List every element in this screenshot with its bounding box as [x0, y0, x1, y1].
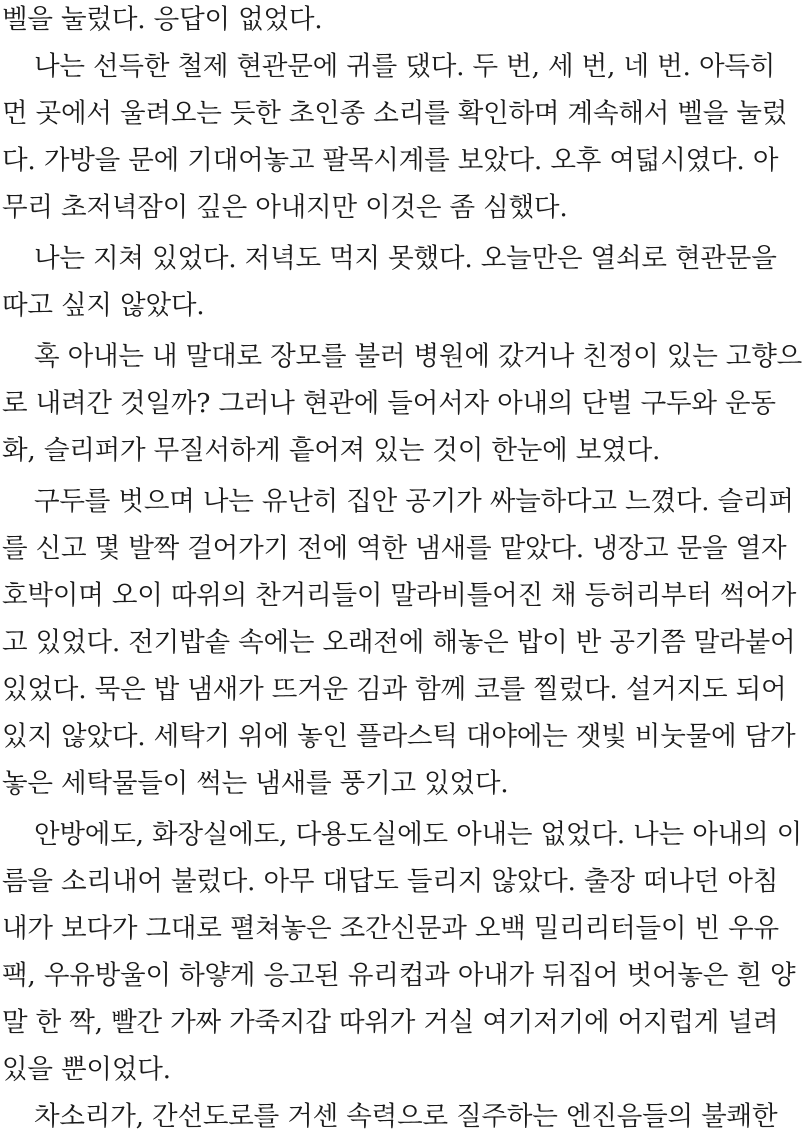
- text-line: 있지 않았다. 세탁기 위에 놓인 플라스틱 대야에는 잿빛 비눗물에 담가: [2, 721, 796, 752]
- text-line: 구두를 벗으며 나는 유난히 집안 공기가 싸늘하다고 느꼈다. 슬리퍼: [34, 486, 794, 517]
- text-line: 나는 선득한 철제 현관문에 귀를 댔다. 두 번, 세 번, 네 번. 아득히: [34, 51, 776, 82]
- text-line: 먼 곳에서 울려오는 듯한 초인종 소리를 확인하며 계속해서 벨을 눌렀: [2, 98, 788, 129]
- text-line: 팩, 우유방울이 하얗게 응고된 유리컵과 아내가 뒤집어 벗어놓은 흰 양: [2, 960, 796, 991]
- text-line: 고 있었다. 전기밥솥 속에는 오래전에 해놓은 밥이 반 공기쯤 말라붙어: [2, 627, 796, 658]
- text-line: 말 한 짝, 빨간 가짜 가죽지갑 따위가 거실 여기저기에 어지럽게 널려: [2, 1007, 779, 1038]
- text-line: 있을 뿐이었다.: [2, 1054, 171, 1085]
- text-line: 벨을 눌렀다. 응답이 없었다.: [2, 4, 323, 35]
- text-line: 혹 아내는 내 말대로 장모를 불러 병원에 갔거나 친정이 있는 고향으: [34, 341, 802, 372]
- text-line: 화, 슬리퍼가 무질서하게 흩어져 있는 것이 한눈에 보였다.: [2, 435, 661, 466]
- text-line: 호박이며 오이 따위의 찬거리들이 말라비틀어진 채 등허리부터 썩어가: [2, 580, 797, 611]
- text-line: 다. 가방을 문에 기대어놓고 팔목시계를 보았다. 오후 여덟시였다. 아: [2, 145, 779, 176]
- text-line: 나는 지쳐 있었다. 저녁도 먹지 못했다. 오늘만은 열쇠로 현관문을: [34, 243, 777, 274]
- text-line: 있었다. 묵은 밥 냄새가 뜨거운 김과 함께 코를 찔렀다. 설거지도 되어: [2, 674, 787, 705]
- text-line: 따고 싶지 않았다.: [2, 290, 205, 321]
- text-line: 름을 소리내어 불렀다. 아무 대답도 들리지 않았다. 출장 떠나던 아침: [2, 866, 779, 897]
- text-line: 내가 보다가 그대로 펼쳐놓은 조간신문과 오백 밀리리터들이 빈 우유: [2, 913, 779, 944]
- text-line: 차소리가, 간선도로를 거센 속력으로 질주하는 엔진음들의 불쾌한: [34, 1101, 778, 1132]
- text-line: 놓은 세탁물들이 썩는 냄새를 풍기고 있었다.: [2, 768, 509, 799]
- text-line: 무리 초저녁잠이 깊은 아내지만 이것은 좀 심했다.: [2, 192, 568, 223]
- text-line: 안방에도, 화장실에도, 다용도실에도 아내는 없었다. 나는 아내의 이: [34, 819, 802, 850]
- text-line: 를 신고 몇 발짝 걸어가기 전에 역한 냄새를 맡았다. 냉장고 문을 열자: [2, 533, 787, 564]
- text-line: 로 내려간 것일까? 그러나 현관에 들어서자 아내의 단벌 구두와 운동: [2, 388, 776, 419]
